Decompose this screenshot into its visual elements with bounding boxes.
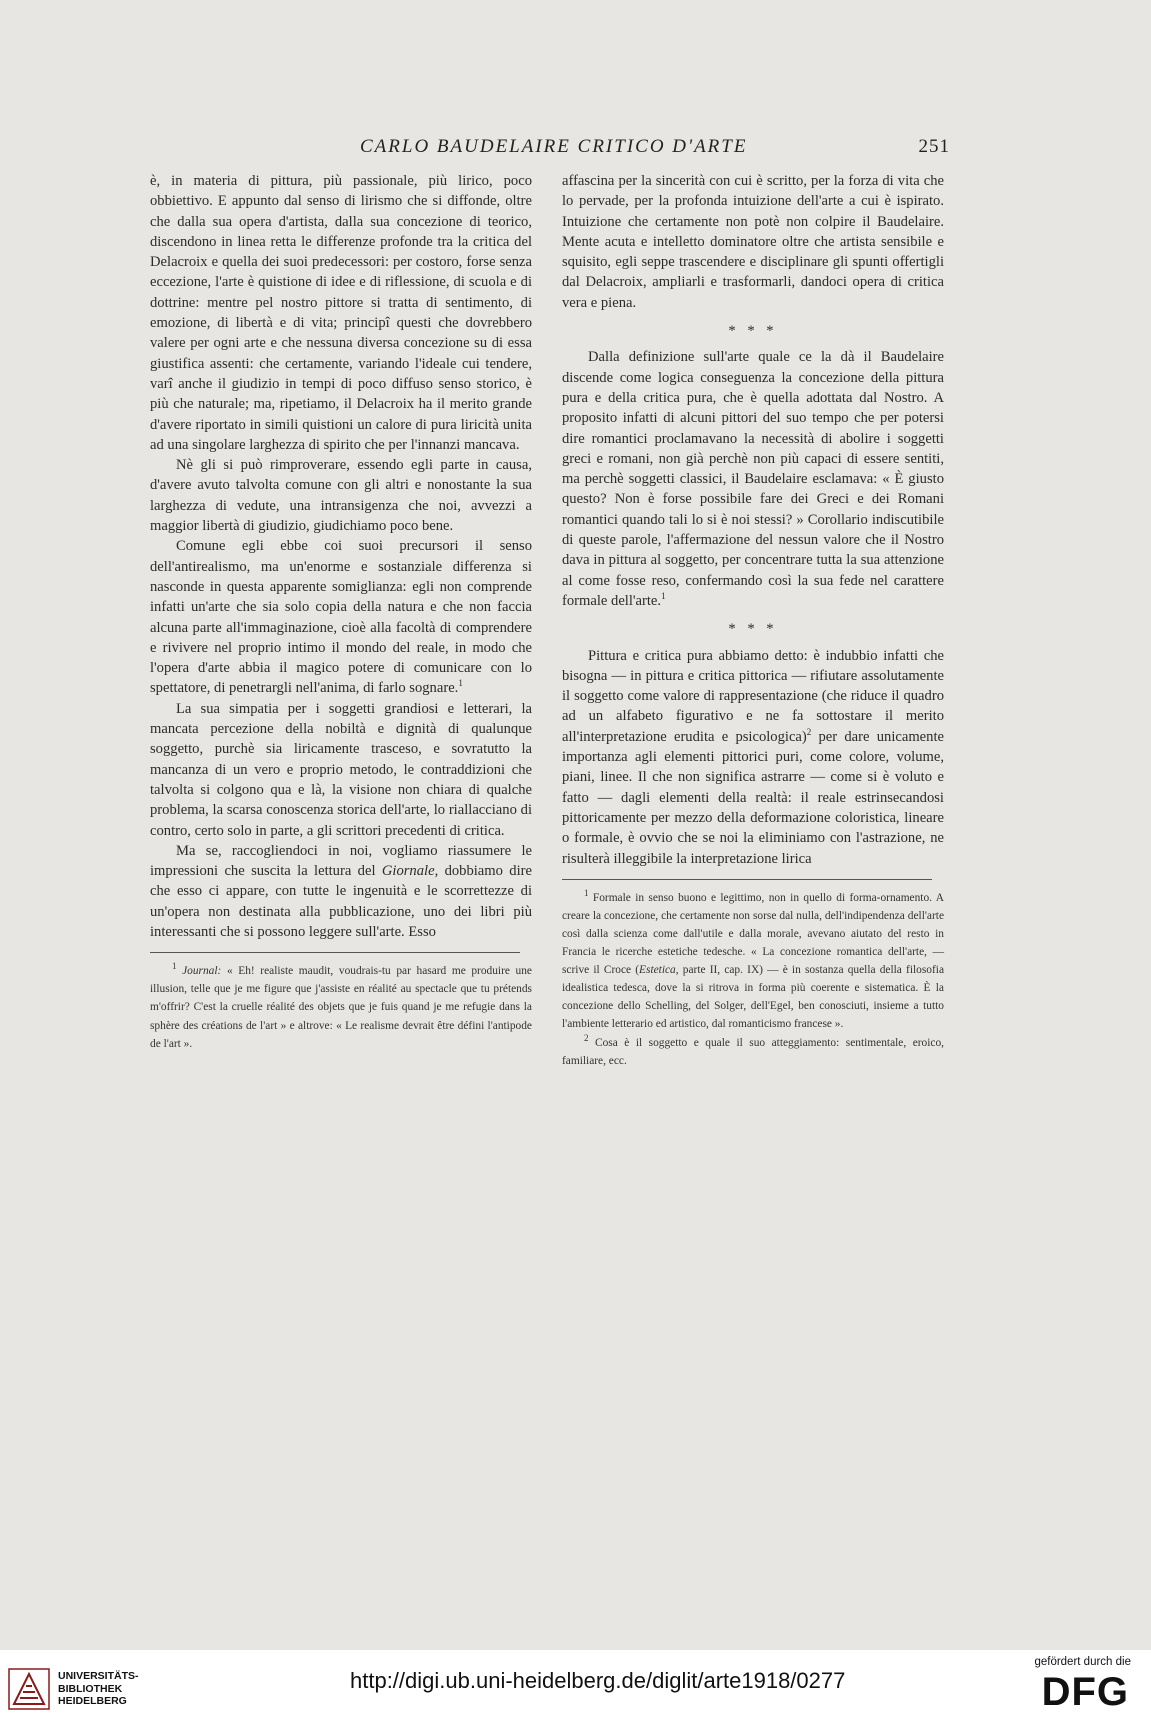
source-url-link[interactable]: http://digi.ub.uni-heidelberg.de/diglit/arte1918/0277 xyxy=(350,1668,846,1693)
running-title: CARLO BAUDELAIRE CRITICO D'ARTE xyxy=(360,136,748,157)
italic-title: Giornale xyxy=(381,863,435,880)
italic-title: Estetica xyxy=(639,964,676,977)
paragraph xyxy=(562,347,944,611)
footnote-text: , parte II, cap. IX) — è in sostanza quella della filosofia idealistica tedesca, dove la si ritrova in forma più coerente e sistematica. È la concezione dello Schelling, del Solger, dell'Egel, ben conosciuti, insieme a tutto l'ambiente letterario ed artistico, dal romanticismo francese ». xyxy=(562,964,944,1031)
page-number: 251 xyxy=(918,136,950,157)
footnote-marker: 1 xyxy=(584,888,589,898)
footnote-divider xyxy=(150,952,520,953)
paragraph-text: Ma se, raccogliendoci in noi, vogliamo riassumere le impressioni che suscita la lettura del xyxy=(150,842,532,880)
paragraph xyxy=(562,646,944,869)
paragraph-text: per dare unicamente importanza agli elementi pittorici puri, come colore, volume, piani, linee. Il che non significa astrarre — come si è voluto e fatto — dagli elementi della realtà: il reale estrinsecandosi pittoricamente per mezzo della deformazione coloristica, lineare o formale, è ovvio che se noi la eliminiamo con l'astrazione, ne risulterà illeggibile la interpretazione lirica xyxy=(562,728,944,867)
paragraph-text: Comune egli ebbe coi suoi precursori il senso dell'antirealismo, ma un'enorme e sostanziale differenza si nasconde in questa apparente somiglianza: egli non comprende infatti un'arte che sia solo copia della natura e che non faccia alcuna parte all'immaginazione, cioè alla facoltà di comprendere e rivivere nel proprio intimo il mondo del reale, in modo che l'opera d'arte abbia il magico potere di comunicare con lo spettatore, di penetrargli nell'anima, di farlo sognare. xyxy=(150,538,532,697)
footnote xyxy=(562,889,944,1034)
footnote-marker: 2 xyxy=(584,1032,589,1043)
right-column xyxy=(562,171,944,1070)
footnote-label: Journal: xyxy=(182,965,222,978)
footnote xyxy=(150,962,532,1052)
footnote-reference[interactable]: 1 xyxy=(661,591,666,602)
footnote-text: Formale in senso buono e legittimo, non in quello di forma-ornamento. A creare la concezione, che certamente non sorse dal nulla, dell'indipendenza dell'arte così dalla scienza come dall'utile e dalla morale, avevano aiutato del resto in Francia le ricerche estetiche tedesche. « La concezione romantica dell'arte, — scrive il Croce ( xyxy=(562,891,944,977)
section-separator: * * * xyxy=(728,621,778,638)
footer-bar xyxy=(0,1650,1151,1725)
paragraph: è, in materia di pittura, più passionale, più lirico, poco obbiettivo. E appunto dal senso di lirismo che si diffonde, oltre che dalla sua opera d'artista, dalla sua concezione di teorico, discendono in linea retta le differenze profonde tra la critica del Delacroix e quella dei suoi predecessori: per costoro, forse senza eccezione, l'arte è quistione di idee e di riflessione, di scuola e di dottrine: mentre pel nostro pittore si tratta di sentimento, di emozione, di libertà e di vita; principî questi che dovrebbero valere per ogni arte e che nessuna diversa concezione su di essa giustifica assenti: che certamente, variando l'ideale cui tendere, varî anche il giudizio in tempi di poco diffuso senso storico, è più che naturale; ma, ripetiamo, il Delacroix ha il merito grande d'avere riportato in simili quistioni un calore di pura liricità unita ad una singolare larghezza di spirito che per l'innanzi mancava. xyxy=(150,173,532,453)
paragraph: La sua simpatia per i soggetti grandiosi e letterari, la mancata percezione della nobiltà e dignità di qualunque soggetto, purchè sia liricamente trasceso, e sovratutto la mancanza di un vero e proprio metodo, le contraddizioni che talvolta si colgono qua e là, la visione non chiara di qualche problema, la scarsa conoscenza storica dell'arte, lo riallacciano di contro, certo solo in parte, a gli scrittori precedenti di critica. xyxy=(150,700,532,839)
footnote-text: « Eh! realiste maudit, voudrais-tu par hasard me produire une illusion, telle que je me figure que j'assiste en réalité au spectacle que tu prétends m'offrir? C'est la cruelle réalité des objets que je fuis quand je me refugie dans la sphère des créations de l'art » e altrove: « Le realisme devrait être défini l'antipode de l'art ». xyxy=(150,965,532,1050)
paragraph-text: Pittura e critica pura abbiamo detto: è indubbio infatti che bisogna — in pittura e critica pittorica — rifiutare assolutamente il soggetto come valore di rappresentazione (che riduce il quadro ad un alfabeto figurativo e ne fa sottostare il merito all'interpretazione erudita e psicologica) xyxy=(562,647,944,745)
footnote xyxy=(562,1034,944,1070)
paragraph: affascina per la sincerità con cui è scritto, per la forza di vita che lo pervade, per la profonda intuizione dell'arte a cui è ispirato. Intuizione che certamente non potè non colpire il Baudelaire. Mente acuta e intelletto dominatore oltre che artista sensibile e squisito, egli seppe trascendere e disciplinare gli spunti offertigli dal Delacroix, ampliarli e trasformarli, dandoci opera di critica vera e piena. xyxy=(562,173,944,311)
section-separator: * * * xyxy=(728,323,778,340)
paragraph-text: , dobbiamo dire che esso ci appare, con tutte le ingenuità e le scorrettezze di un'opera non destinata alla pubblicazione, uno dei libri più interessanti che si possono leggere sull'arte. Esso xyxy=(150,863,532,940)
page-header xyxy=(150,134,950,164)
university-seal-icon xyxy=(8,1668,50,1710)
footnote-reference[interactable]: 1 xyxy=(458,678,463,689)
paragraph-text: Dalla definizione sull'arte quale ce la dà il Baudelaire discende come logica conseguenza la concezione della pittura pura e della critica pura, che è quella adottata dal Nostro. A proposito infatti di alcuni pittori del suo tempo che per potersi dire romantici proclamavano la necessità di abolire i soggetti greci e romani, non già perchè non più capaci di essere sentiti, ma perchè soggetti classici, il Baudelaire esclamava: « È giusto questo? Non è forse possibile fare dei Greci e dei Romani romantici quando tali lo si è noi stessi? » Corollario indiscutibile di queste parole, l'affermazione del nessun valore che il Nostro dava in pittura al soggetto, per concentrare tutta la sua attenzione al come fosse reso, confermando così la sua fede nel carattere formale dell'arte. xyxy=(562,349,944,609)
library-name-line: HEIDELBERG xyxy=(58,1695,127,1707)
library-name xyxy=(58,1670,139,1708)
funder-caption: gefördert durch die xyxy=(1034,1656,1131,1668)
library-logo[interactable] xyxy=(8,1664,148,1714)
paragraph: Nè gli si può rimproverare, essendo egli parte in causa, d'avere avuto talvolta comune con gli altri e nonostante la sua larghezza di vedute, una intransigenza che noi, avvezzi a maggior libertà di giudizio, giudichiamo poco bene. xyxy=(150,457,532,535)
paragraph xyxy=(150,536,532,698)
footnote-marker: 1 xyxy=(172,961,177,972)
footnote-text: Cosa è il soggetto e quale il suo atteggiamento: sentimentale, eroico, familiare, ecc. xyxy=(562,1036,944,1067)
library-name-line: UNIVERSITÄTS- xyxy=(58,1670,139,1682)
dfg-logo: DFG xyxy=(1041,1670,1129,1714)
left-column xyxy=(150,171,532,1053)
paragraph xyxy=(150,841,532,942)
funder-logo[interactable] xyxy=(1001,1654,1131,1720)
footnote-divider xyxy=(562,879,932,880)
library-name-line: BIBLIOTHEK xyxy=(58,1682,123,1695)
footnote-reference[interactable]: 2 xyxy=(806,726,812,737)
